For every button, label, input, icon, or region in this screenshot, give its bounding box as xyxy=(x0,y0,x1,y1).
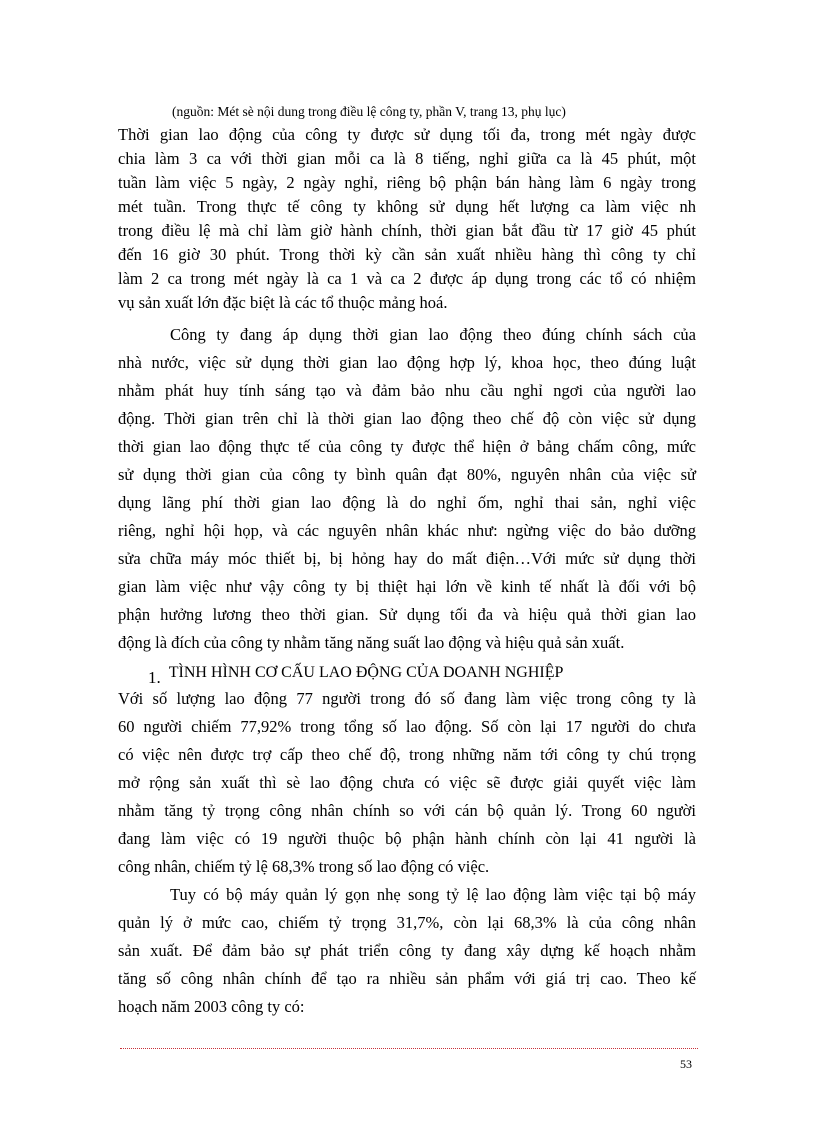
footer-divider xyxy=(120,1048,698,1049)
text-line: Thời gian lao động của công ty được sử dụng tối đa, trong mét ngày được xyxy=(118,125,696,144)
text-line: mở rộng sản xuất thì sè lao động chưa có việc sẽ được giải quyết việc làm xyxy=(118,773,696,792)
text-line: nhà nước, việc sử dụng thời gian lao động hợp lý, khoa học, theo đúng luật xyxy=(118,353,696,372)
text-line: đang làm việc có 19 người thuộc bộ phận hành chính còn lại 41 người là xyxy=(118,829,696,848)
page-number: 53 xyxy=(680,1057,692,1071)
text-line: động. Thời gian trên chỉ là thời gian lao động theo chế độ còn việc sử dụng xyxy=(118,409,696,428)
text-line: vụ sản xuất lớn đặc biệt là các tổ thuộc mảng hoá. xyxy=(118,293,448,312)
text-line: thời gian lao động thực tế của công ty được thể hiện ở bảng chấm công, mức xyxy=(118,437,696,456)
text-line: quản lý ở mức cao, chiếm tỷ trọng 31,7%, còn lại 68,3% là của công nhân xyxy=(118,913,696,932)
text-line: trong điều lệ mà chỉ làm giờ hành chính, thời gian bắt đầu từ 17 giờ 45 phút xyxy=(118,221,696,240)
text-line: riêng, nghỉ hội họp, và các nguyên nhân khác như: ngừng việc do bảo dưỡng xyxy=(118,521,696,540)
text-line: gian làm việc như vậy công ty bị thiệt hại lớn về kinh tế nhất là đối với bộ xyxy=(118,577,696,596)
text-line: nhằm phát huy tính sáng tạo và đảm bảo nhu cầu nghỉ ngơi của người lao xyxy=(118,381,696,400)
text-line: 60 người chiếm 77,92% trong tổng số lao động. Số còn lại 17 người do chưa xyxy=(118,717,696,736)
section-heading xyxy=(148,662,564,687)
text-line: sử dụng thời gian của công ty bình quân đạt 80%, nguyên nhân của việc sử xyxy=(118,465,696,484)
text-line: động là đích của công ty nhằm tăng năng suất lao động và hiệu quả sản xuất. xyxy=(118,633,625,652)
text-line: có việc nên được trợ cấp theo chế độ, trong những năm tới công ty chú trọng xyxy=(118,745,696,764)
text-line: hoạch năm 2003 công ty có: xyxy=(118,997,305,1016)
text-line: Tuy có bộ máy quản lý gọn nhẹ song tỷ lệ lao động làm việc tại bộ máy xyxy=(170,885,696,904)
text-line: đến 16 giờ 30 phút. Trong thời kỳ cần sản xuất nhiều hàng thì công ty chỉ xyxy=(118,245,696,264)
text-line: Công ty đang áp dụng thời gian lao động theo đúng chính sách của xyxy=(170,325,696,344)
text-line: tăng số công nhân chính để tạo ra nhiều sản phẩm với giá trị cao. Theo kế xyxy=(118,969,696,988)
section-number: 1. xyxy=(148,668,161,687)
text-line: công nhân, chiếm tỷ lệ 68,3% trong số lao động có việc. xyxy=(118,857,490,876)
text-line: tuần làm việc 5 ngày, 2 ngày nghỉ, riêng bộ phận bán hàng làm 6 ngày trong xyxy=(118,173,696,192)
text-line: phận hưởng lương theo thời gian. Sử dụng tối đa và hiệu quả thời gian lao xyxy=(118,605,696,624)
text-line: chia làm 3 ca với thời gian mỗi ca là 8 tiếng, nghỉ giữa ca là 45 phút, một xyxy=(118,149,696,168)
text-line: Với số lượng lao động 77 người trong đó số đang làm việc trong công ty là xyxy=(118,689,696,708)
text-line: mét tuần. Trong thực tế công ty không sử dụng hết lượng ca làm việc nh xyxy=(118,197,696,216)
text-line: làm 2 ca trong mét ngày là ca 1 và ca 2 được áp dụng trong các tổ có nhiệm xyxy=(118,269,696,288)
text-line: dụng lãng phí thời gian lao động là do nghỉ ốm, nghỉ thai sản, nghỉ việc xyxy=(118,493,696,512)
section-title: TÌNH HÌNH CƠ CẤU LAO ĐỘNG CỦA DOANH NGHIỆP xyxy=(168,664,564,681)
text-line: sản xuất. Để đảm bảo sự phát triển công ty đang xây dựng kế hoạch nhằm xyxy=(118,941,696,960)
source-note: (nguồn: Mét sè nội dung trong điều lệ công ty, phần V, trang 13, phụ lục) xyxy=(172,104,566,119)
text-line: nhằm tăng tỷ trọng công nhân chính so với cán bộ quản lý. Trong 60 người xyxy=(118,801,696,820)
text-line: sửa chữa máy móc thiết bị, bị hỏng hay do mất điện…Với mức sử dụng thời xyxy=(118,549,696,568)
